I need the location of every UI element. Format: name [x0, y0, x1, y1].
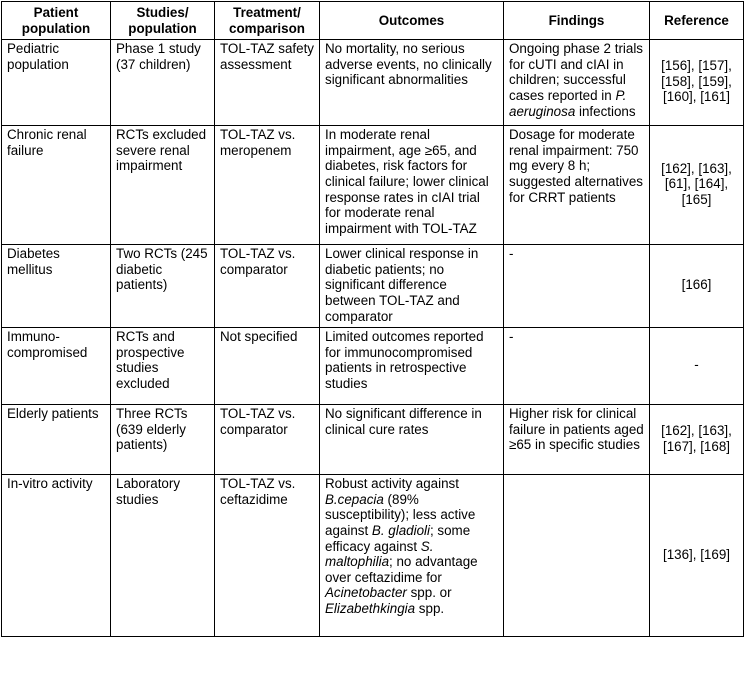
cell-reference: [156], [157], [158], [159], [160], [161]	[650, 40, 744, 126]
cell-findings	[504, 40, 650, 126]
cell-reference: -	[650, 328, 744, 405]
cell-studies: Two RCTs (245 diabetic patients)	[111, 245, 215, 328]
cell-reference: [166]	[650, 245, 744, 328]
patient-population-table	[1, 1, 744, 637]
cell-studies: RCTs and prospective studies excluded	[111, 328, 215, 405]
cell-studies: Three RCTs (639 elderly patients)	[111, 405, 215, 475]
findings-species: P. aeruginosa	[509, 87, 627, 119]
cell-population: Pediatric population	[2, 40, 111, 126]
findings-text-end: infections	[575, 103, 636, 119]
outcomes-text: ; no advantage over ceftazidime for	[325, 554, 478, 585]
header-studies-population: Studies/ population	[111, 2, 215, 40]
cell-reference: [136], [169]	[650, 475, 744, 637]
header-outcomes: Outcomes	[320, 2, 504, 40]
table-row	[2, 328, 744, 405]
cell-population: Chronic renal failure	[2, 126, 111, 245]
outcomes-species: Acinetobacter	[325, 585, 407, 601]
cell-treatment: TOL-TAZ vs. meropenem	[215, 126, 320, 245]
cell-findings: -	[504, 245, 650, 328]
findings-text: Ongoing phase 2 trials for cUTI and cIAI in children; successful cases reported in	[509, 41, 643, 103]
outcomes-text: (89% susceptibility); less active against	[325, 491, 476, 538]
cell-population: Immuno-compromised	[2, 328, 111, 405]
table-row	[2, 475, 744, 637]
outcomes-species: B. gladioli	[371, 522, 430, 538]
cell-population: Diabetes mellitus	[2, 245, 111, 328]
cell-findings	[504, 475, 650, 637]
cell-outcomes	[320, 475, 504, 637]
cell-studies: Phase 1 study (37 children)	[111, 40, 215, 126]
table-header-row	[2, 2, 744, 40]
table-row	[2, 40, 744, 126]
header-findings: Findings	[504, 2, 650, 40]
outcomes-text: spp.	[415, 600, 445, 616]
cell-findings: Dosage for moderate renal impairment: 750 mg every 8 h; suggested alternatives for CRRT patients	[504, 126, 650, 245]
table-row	[2, 245, 744, 328]
cell-studies: RCTs excluded severe renal impairment	[111, 126, 215, 245]
cell-outcomes: No mortality, no serious adverse events, no clinically significant abnormalities	[320, 40, 504, 126]
cell-treatment: Not specified	[215, 328, 320, 405]
table-row	[2, 405, 744, 475]
cell-outcomes: Limited outcomes reported for immunocompromised patients in retrospective studies	[320, 328, 504, 405]
cell-outcomes: No significant difference in clinical cure rates	[320, 405, 504, 475]
header-reference: Reference	[650, 2, 744, 40]
cell-treatment: TOL-TAZ vs. comparator	[215, 245, 320, 328]
header-treatment-comparison: Treatment/ comparison	[215, 2, 320, 40]
cell-treatment: TOL-TAZ vs. comparator	[215, 405, 320, 475]
outcomes-text: ; some efficacy against	[325, 522, 471, 554]
cell-findings: Higher risk for clinical failure in patients aged ≥65 in specific studies	[504, 405, 650, 475]
cell-treatment: TOL-TAZ safety assessment	[215, 40, 320, 126]
outcomes-species: B.cepacia	[325, 491, 384, 507]
cell-reference: [162], [163], [167], [168]	[650, 405, 744, 475]
outcomes-species: Elizabethkingia	[325, 600, 416, 616]
header-patient-population: Patient population	[2, 2, 111, 40]
table-row	[2, 126, 744, 245]
cell-population: In-vitro activity	[2, 475, 111, 637]
cell-reference: [162], [163], [61], [164], [165]	[650, 126, 744, 245]
outcomes-species: S. maltophilia	[325, 538, 434, 570]
cell-studies: Laboratory studies	[111, 475, 215, 637]
cell-population: Elderly patients	[2, 405, 111, 475]
cell-findings: -	[504, 328, 650, 405]
outcomes-text: spp. or	[406, 585, 452, 601]
cell-outcomes: In moderate renal impairment, age ≥65, and diabetes, risk factors for clinical failure; lower clinical response rates in cIAI trial for moderate renal impairment with TOL-TAZ	[320, 126, 504, 245]
cell-outcomes: Lower clinical response in diabetic patients; no significant difference between TOL-TAZ and comparator	[320, 245, 504, 328]
cell-treatment: TOL-TAZ vs. ceftazidime	[215, 475, 320, 637]
outcomes-text: Robust activity against	[325, 476, 459, 492]
